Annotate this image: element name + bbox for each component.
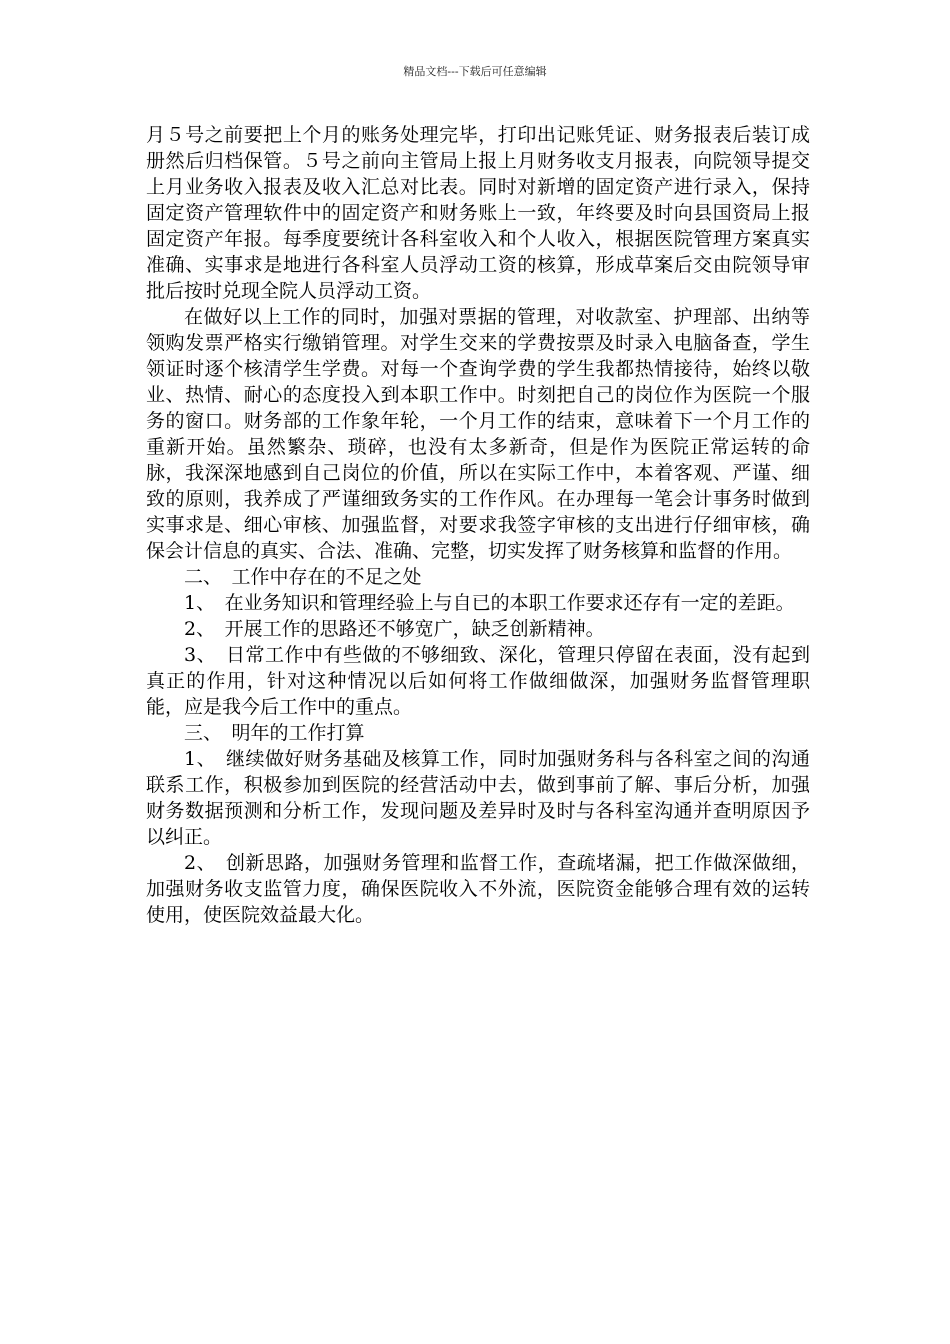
list-item: 1、 继续做好财务基础及核算工作，同时加强财务科与各科室之间的沟通联系工作，积极参加到医院的经营活动中去，做到事前了解、事后分析，加强财务数据预测和分析工作，发现问题及差异时及时与各科室沟通并查明原因予以纠正。 bbox=[146, 748, 810, 848]
list-item: 2、 创新思路，加强财务管理和监督工作，查疏堵漏，把工作做深做细，加强财务收支监管力度，确保医院收入不外流，医院资金能够合理有效的运转使用，使医院效益最大化。 bbox=[146, 852, 810, 926]
list-item: 2、 开展工作的思路还不够宽广，缺乏创新精神。 bbox=[184, 618, 605, 640]
paragraph: 在做好以上工作的同时，加强对票据的管理，对收款室、护理部、出纳等领购发票严格实行缴销管理。对学生交来的学费按票及时录入电脑备查，学生领证时逐个核清学生学费。对每一个查询学费的学生我都热情接待，始终以敬业、热情、耐心的态度投入到本职工作中。时刻把自己的岗位作为医院一个服务的窗口。财务部的工作象年轮，一个月工作的结束，意味着下一个月工作的重新开始。虽然繁杂、琐碎，也没有太多新奇，但是作为医院正常运转的命脉，我深深地感到自己岗位的价值，所以在实际工作中，本着客观、严谨、细致的原则，我养成了严谨细致务实的工作作风。在办理每一笔会计事务时做到实事求是、细心审核、加强监督，对要求我签字审核的支出进行仔细审核，确保会计信息的真实、合法、准确、完整，切实发挥了财务核算和监督的作用。 bbox=[146, 306, 810, 562]
document-body bbox=[146, 122, 810, 928]
paragraph-continuation: 月５号之前要把上个月的账务处理完毕，打印出记账凭证、财务报表后装订成册然后归档保管。５号之前向主管局上报上月财务收支月报表，向院领导提交上月业务收入报表及收入汇总对比表。同时对新增的固定资产进行录入，保持固定资产管理软件中的固定资产和财务账上一致，年终要及时向县国资局上报固定资产年报。每季度要统计各科室收入和个人收入，根据医院管理方案真实准确、实事求是地进行各科室人员浮动工资的核算，形成草案后交由院领导审批后按时兑现全院人员浮动工资。 bbox=[146, 124, 810, 302]
list-item: 1、 在业务知识和管理经验上与自已的本职工作要求还存有一定的差距。 bbox=[184, 592, 795, 614]
section-heading: 二、 工作中存在的不足之处 bbox=[184, 566, 422, 588]
list-item: 3、 日常工作中有些做的不够细致、深化，管理只停留在表面，没有起到真正的作用，针对这种情况以后如何将工作做细做深，加强财务监督管理职能，应是我今后工作中的重点。 bbox=[146, 644, 810, 718]
section-heading: 三、 明年的工作打算 bbox=[184, 722, 365, 744]
page-header: 精品文档---下载后可任意编辑 bbox=[403, 65, 547, 78]
